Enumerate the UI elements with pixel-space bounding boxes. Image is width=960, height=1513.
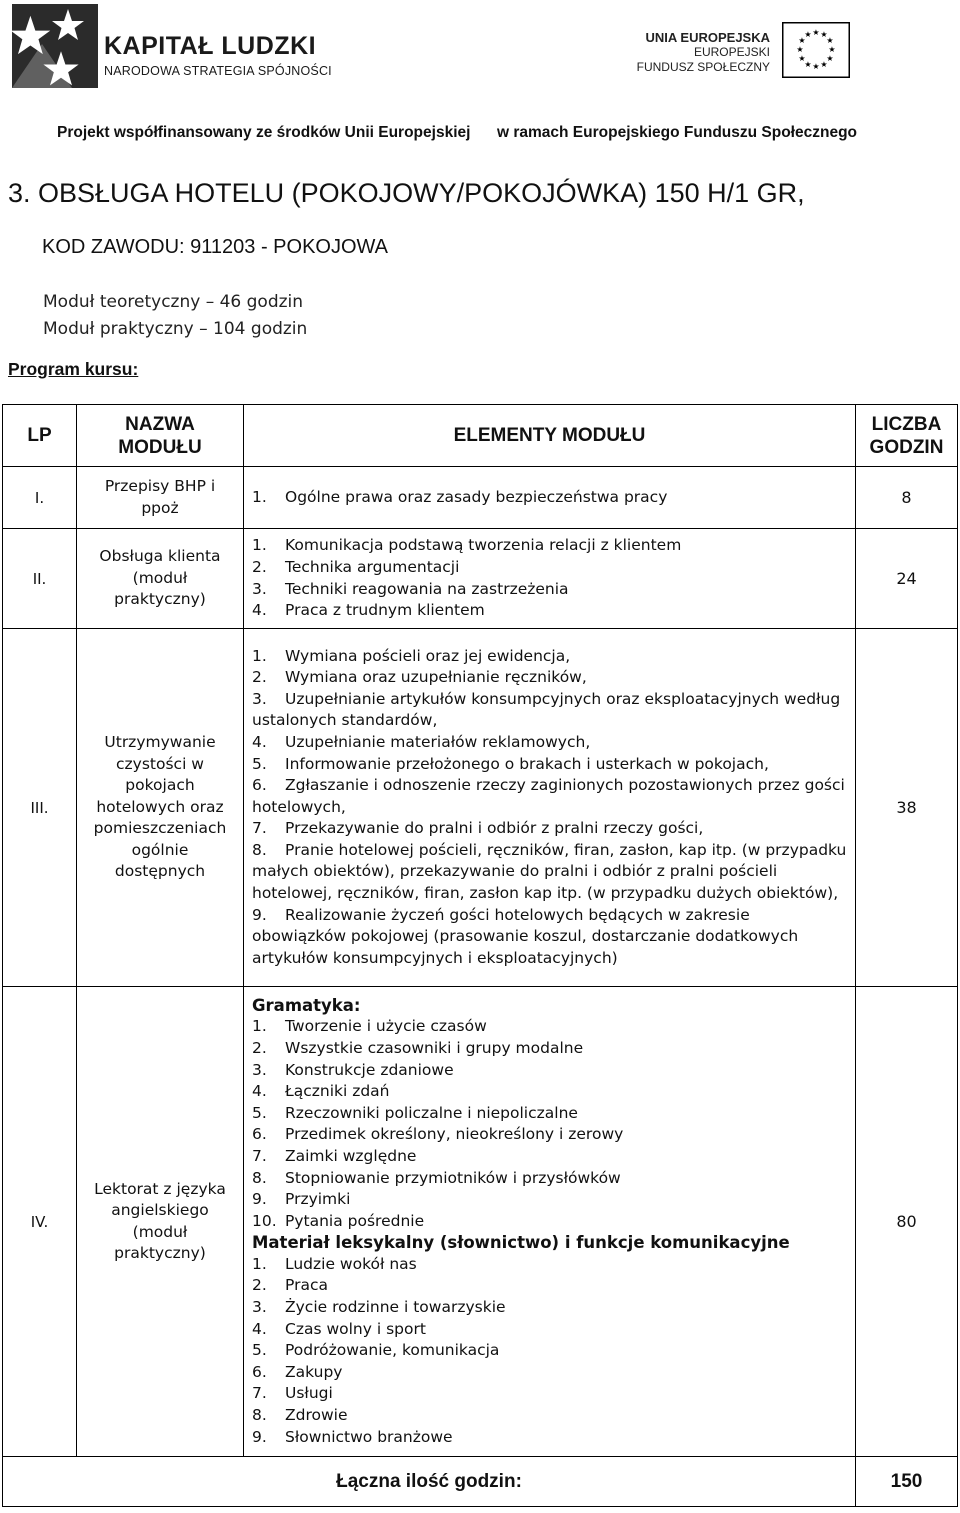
total-value: 150: [856, 1457, 958, 1507]
list-item: 7. Zaimki względne: [252, 1146, 417, 1165]
list-item: 2. Wymiana oraz uzupełnianie ręczników,: [252, 668, 587, 687]
row-module-name: Przepisy BHP i ppoż: [77, 467, 244, 529]
cofinancing-text-left: Projekt współfinansowany ze środków Unii Europejskiej: [57, 124, 471, 141]
row-elements: [244, 629, 856, 987]
grammar-heading: Gramatyka:: [252, 995, 361, 1015]
list-item: 8. Zdrowie: [252, 1406, 348, 1425]
total-row: [3, 1457, 958, 1507]
row-lp: III.: [3, 629, 77, 987]
practice-module-hours: Moduł praktyczny – 104 godzin: [43, 319, 308, 339]
row-lp: II.: [3, 529, 77, 629]
eu-flag-icon: [782, 22, 850, 78]
row-hours: 8: [856, 467, 958, 529]
table-row: [3, 467, 958, 529]
list-item: 2. Praca: [252, 1276, 328, 1295]
occupation-code-title: KOD ZAWODU: 911203 - POKOJOWA: [42, 236, 388, 258]
list-item: 1. Komunikacja podstawą tworzenia relacji z klientem: [252, 536, 682, 555]
list-item: 8. Pranie hotelowej pościeli, ręczników, firan, zasłon, kap itp. (w przypadku małych obiektów), przekazywanie do pralni i odbiór z pralni pościeli hotelowej, ręczników, firan, zasłon kap itp. (w przypadku dużych obiektów),: [252, 840, 847, 903]
row-elements: [244, 529, 856, 629]
header-module-name: NAZWA MODUŁU: [77, 405, 244, 467]
row-hours: 24: [856, 529, 958, 629]
svg-text:★: ★: [798, 36, 806, 45]
svg-text:★: ★: [826, 54, 834, 63]
kapital-ludzki-title: KAPITAŁ LUDZKI: [104, 32, 317, 60]
svg-text:★: ★: [796, 45, 804, 54]
list-item: 1. Ogólne prawa oraz zasady bezpieczeństwa pracy: [252, 487, 668, 506]
list-item: 7. Usługi: [252, 1384, 333, 1403]
list-item: 5. Rzeczowniki policzalne i niepoliczalne: [252, 1103, 578, 1122]
row-lp: IV.: [3, 987, 77, 1457]
list-item: 6. Przedimek określony, nieokreślony i zerowy: [252, 1125, 624, 1144]
table-row: [3, 629, 958, 987]
list-item: 10. Pytania pośrednie: [252, 1211, 425, 1230]
svg-text:★: ★: [828, 45, 836, 54]
list-item: 4. Uzupełnianie materiałów reklamowych,: [252, 732, 591, 751]
list-item: 9. Realizowanie życzeń gości hotelowych będących w zakresie obowiązków pokojowej (prasowanie koszul, dostarczanie dodatkowych artykułów konsumpcyjnych i eksploatacyjnych): [252, 905, 799, 967]
list-item: 2. Technika argumentacji: [252, 557, 460, 576]
svg-text:★: ★: [812, 28, 820, 37]
svg-text:★: ★: [804, 60, 812, 69]
list-item: 3. Konstrukcje zdaniowe: [252, 1060, 454, 1079]
list-item: 9. Przyimki: [252, 1190, 351, 1209]
svg-text:★: ★: [798, 54, 806, 63]
row-module-name: Utrzymywanie czystości w pokojach hotelowych oraz pomieszczeniach ogólnie dostępnych: [77, 629, 244, 987]
list-item: 5. Podróżowanie, komunikacja: [252, 1341, 500, 1360]
svg-text:★: ★: [812, 62, 820, 71]
row-elements: [244, 467, 856, 529]
course-program-table: [2, 404, 958, 1507]
table-row: [3, 529, 958, 629]
list-item: 3. Życie rodzinne i towarzyskie: [252, 1298, 506, 1317]
list-item: 1. Wymiana pościeli oraz jej ewidencja,: [252, 646, 571, 665]
list-item: 3. Techniki reagowania na zastrzeżenia: [252, 579, 569, 598]
svg-text:★: ★: [804, 30, 812, 39]
eu-line-1: UNIA EUROPEJSKA: [645, 30, 770, 45]
list-item: 5. Informowanie przełożonego o brakach i usterkach w pokojach,: [252, 754, 769, 773]
cofinancing-text-right: w ramach Europejskiego Funduszu Społecznego: [497, 124, 858, 141]
list-item: 8. Stopniowanie przymiotników i przysłówków: [252, 1168, 621, 1187]
list-item: 7. Przekazywanie do pralni i odbiór z pralni rzeczy gości,: [252, 819, 704, 838]
list-item: 9. Słownictwo branżowe: [252, 1427, 453, 1446]
table-row: [3, 987, 958, 1457]
list-item: 1. Ludzie wokół nas: [252, 1254, 417, 1273]
table-header-row: [3, 405, 958, 467]
list-item: 2. Wszystkie czasowniki i grupy modalne: [252, 1038, 584, 1057]
lexical-heading: Materiał leksykalny (słownictwo) i funkcje komunikacyjne: [252, 1233, 790, 1253]
row-elements: [244, 987, 856, 1457]
eu-line-2: EUROPEJSKI: [693, 45, 770, 59]
header-module-elements: ELEMENTY MODUŁU: [244, 405, 856, 467]
row-hours: 38: [856, 629, 958, 987]
kapital-ludzki-subtitle: NARODOWA STRATEGIA SPÓJNOŚCI: [104, 64, 332, 78]
svg-text:★: ★: [820, 30, 828, 39]
eu-line-3: FUNDUSZ SPOŁECZNY: [636, 60, 770, 74]
svg-text:★: ★: [826, 36, 834, 45]
list-item: 1. Tworzenie i użycie czasów: [252, 1017, 487, 1036]
eu-text-block: [637, 30, 770, 75]
list-item: 6. Zakupy: [252, 1362, 343, 1381]
header-hours: LICZBA GODZIN: [856, 405, 958, 467]
svg-text:★: ★: [820, 60, 828, 69]
list-item: 4. Praca z trudnym klientem: [252, 601, 485, 620]
row-hours: 80: [856, 987, 958, 1457]
course-title: 3. OBSŁUGA HOTELU (POKOJOWY/POKOJÓWKA) 150 H/1 GR,: [8, 178, 805, 208]
list-item: 4. Czas wolny i sport: [252, 1319, 426, 1338]
list-item: 3. Uzupełnianie artykułów konsumpcyjnych oraz eksploatacyjnych według ustalonych standardów,: [252, 689, 841, 730]
header-lp: LP: [3, 405, 77, 467]
row-module-name: Lektorat z języka angielskiego (moduł praktyczny): [77, 987, 244, 1457]
program-label: Program kursu:: [8, 359, 139, 379]
list-item: 6. Zgłaszanie i odnoszenie rzeczy zaginionych pozostawionych przez gości hotelowych,: [252, 776, 845, 816]
total-label: Łączna ilość godzin:: [3, 1457, 856, 1507]
list-item: 4. Łączniki zdań: [252, 1082, 390, 1101]
row-lp: I.: [3, 467, 77, 529]
theory-module-hours: Moduł teoretyczny – 46 godzin: [43, 292, 304, 312]
row-module-name: Obsługa klienta (moduł praktyczny): [77, 529, 244, 629]
